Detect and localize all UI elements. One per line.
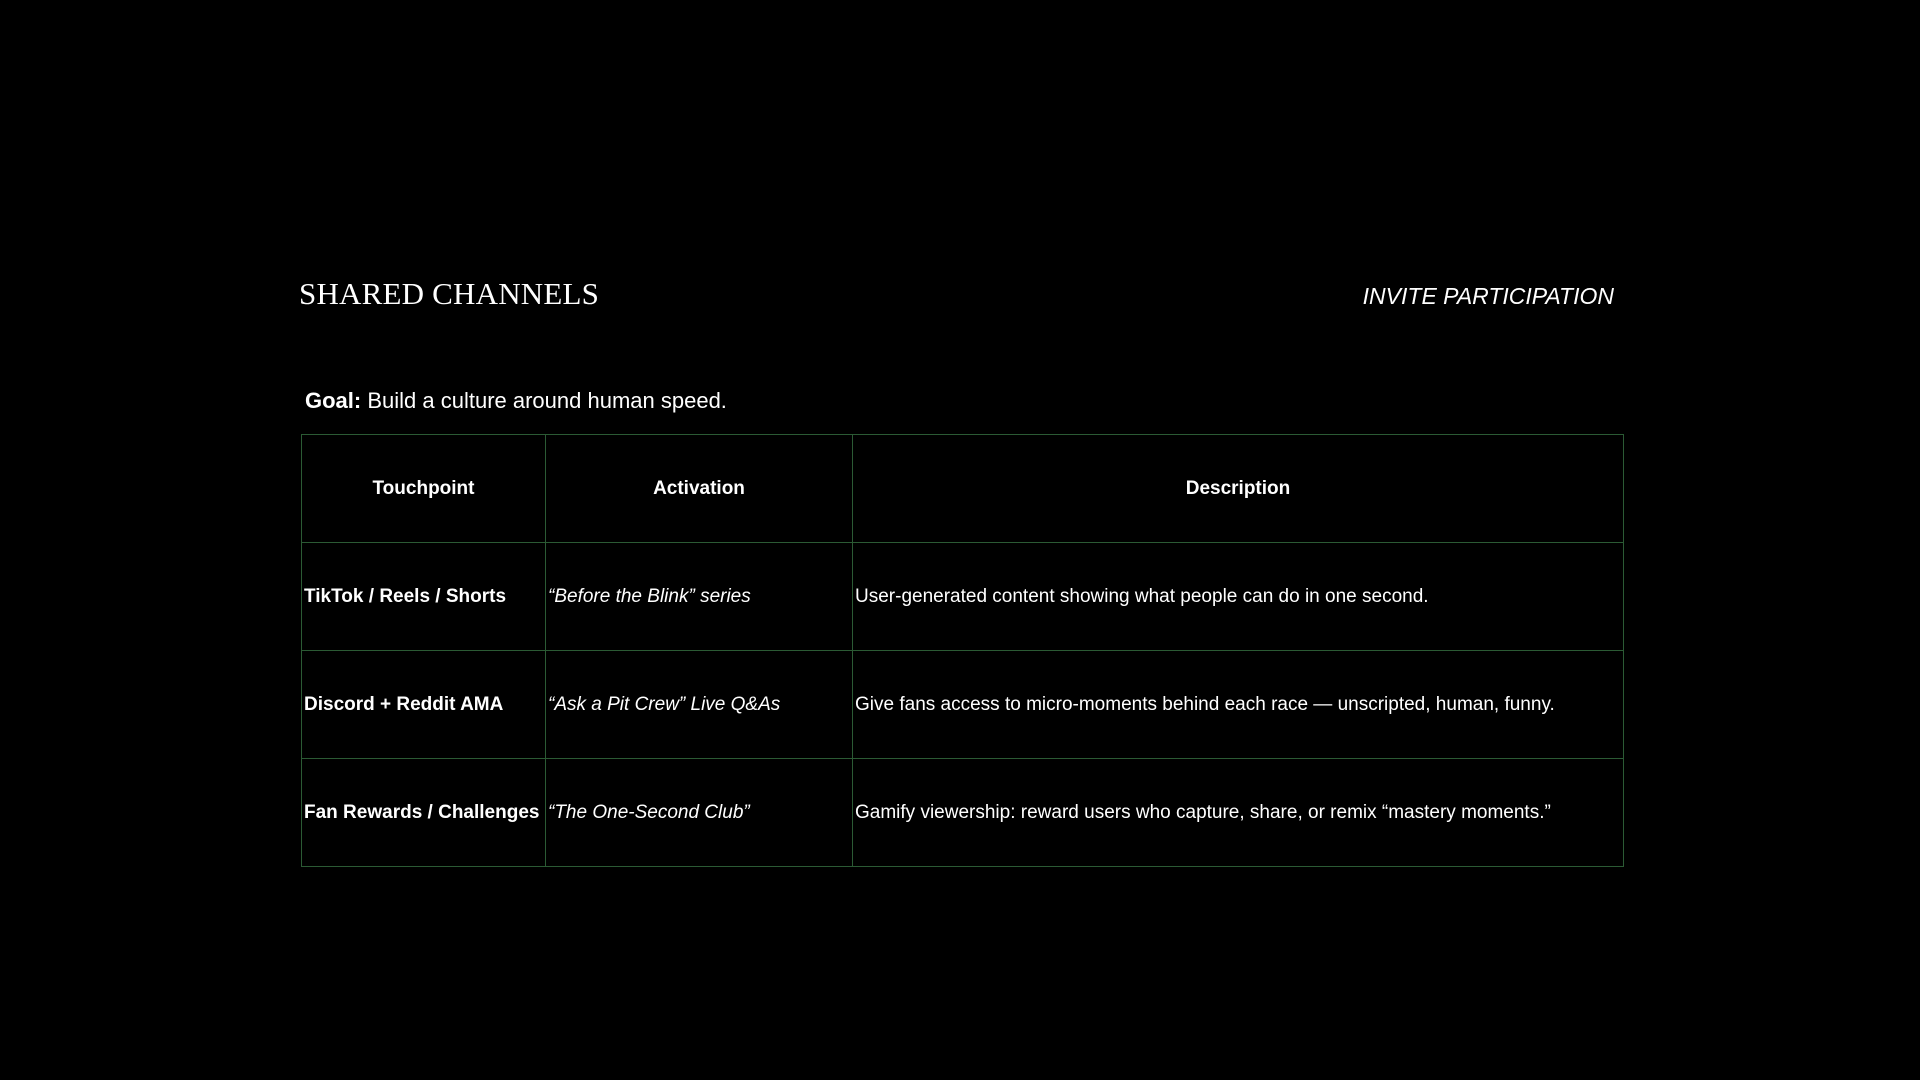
activation-cell: “Before the Blink” series [546, 543, 853, 651]
touchpoint-cell: Fan Rewards / Challenges [302, 759, 546, 867]
header-description: Description [853, 435, 1624, 543]
activation-cell: “The One-Second Club” [546, 759, 853, 867]
description-cell: Gamify viewership: reward users who capture, share, or remix “mastery moments.” [853, 759, 1624, 867]
table-row [302, 759, 1624, 867]
table-row [302, 543, 1624, 651]
header-activation: Activation [546, 435, 853, 543]
goal-label: Goal: [305, 388, 362, 413]
slide-title: SHARED CHANNELS [299, 276, 600, 311]
header-touchpoint: Touchpoint [302, 435, 546, 543]
touchpoint-cell: TikTok / Reels / Shorts [302, 543, 546, 651]
touchpoint-cell: Discord + Reddit AMA [302, 651, 546, 759]
goal-statement [305, 387, 727, 415]
activation-cell: “Ask a Pit Crew” Live Q&As [546, 651, 853, 759]
description-cell: Give fans access to micro-moments behind each race — unscripted, human, funny. [853, 651, 1624, 759]
table-header-row [302, 435, 1624, 543]
channels-table [301, 434, 1624, 867]
description-cell: User-generated content showing what people can do in one second. [853, 543, 1624, 651]
slide-tag: INVITE PARTICIPATION [1362, 283, 1614, 309]
table-row [302, 651, 1624, 759]
goal-text: Build a culture around human speed. [361, 388, 727, 413]
